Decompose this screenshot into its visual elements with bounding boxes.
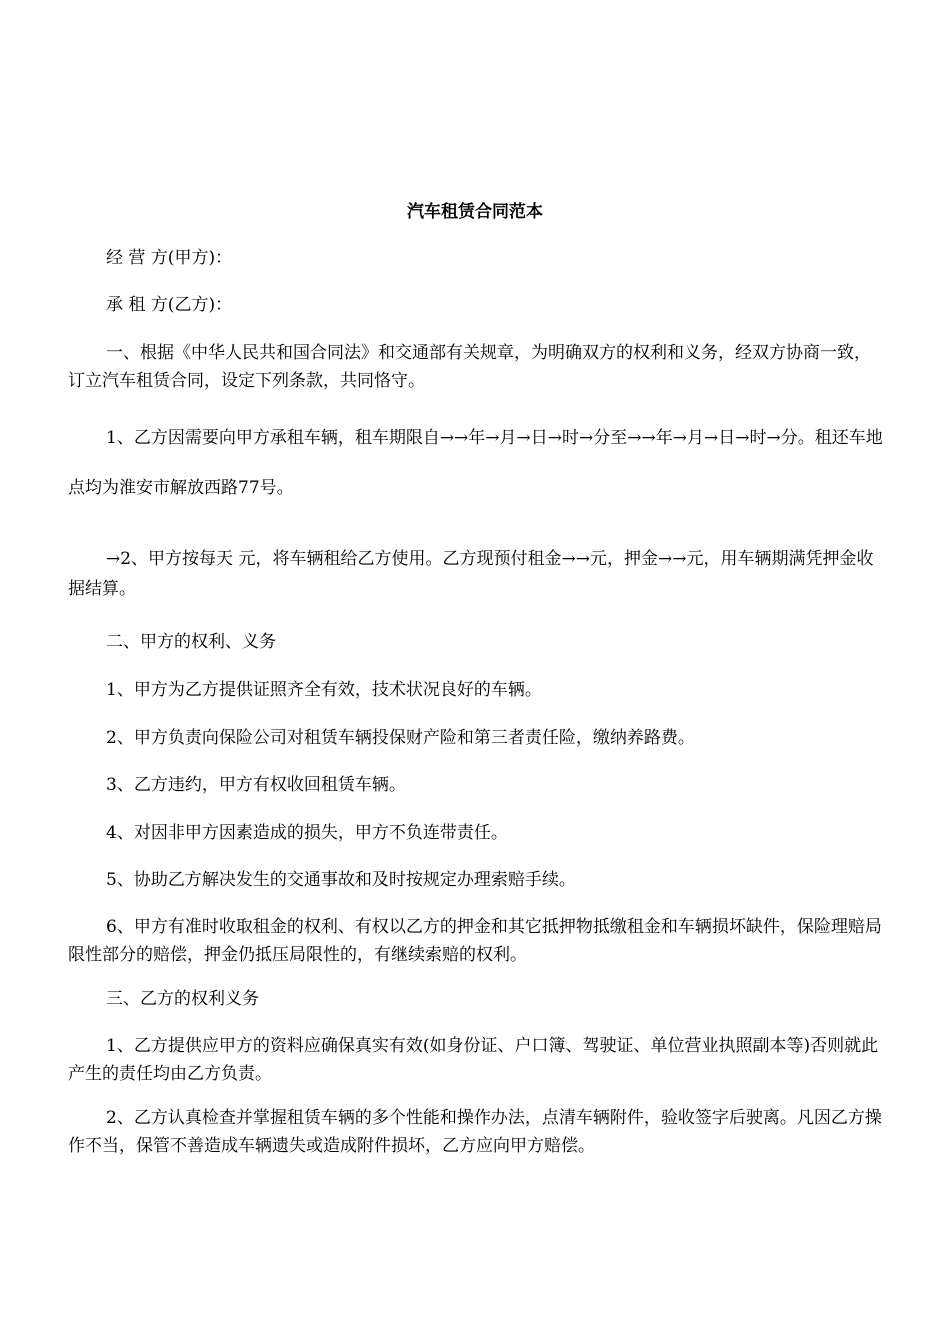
- clause-1-payment: →2、甲方按每天 元，将车辆租给乙方使用。乙方现预付租金→→元，押金→→元，用车辆期满凭押金收据结算。: [68, 549, 874, 599]
- section-3-item-2: 2、乙方认真检查并掌握租赁车辆的多个性能和操作办法，点清车辆附件，验收签字后驶离。凡因乙方操作不当，保管不善造成车辆遗失或造成附件损坏，乙方应向甲方赔偿。: [68, 1108, 882, 1156]
- party-b-line: 承 租 方(乙方)：: [106, 295, 233, 315]
- section-2-item-6: 6、甲方有准时收取租金的权利、有权以乙方的押金和其它抵押物抵缴租金和车辆损坏缺件，保险理赔局限性部分的赔偿，押金仍抵压局限性的，有继续索赔的权利。: [68, 917, 882, 965]
- clause-1-term: 1、乙方因需要向甲方承租车辆，租车期限自→→年→月→日→时→分至→→年→月→日→时→分。租还车地点均为淮安市解放西路77号。: [68, 428, 883, 498]
- party-a-line: 经 营 方(甲方)：: [106, 248, 233, 268]
- section-3-item-1: 1、乙方提供应甲方的资料应确保真实有效(如身份证、户口簿、驾驶证、单位营业执照副本等)否则就此产生的责任均由乙方负责。: [68, 1036, 879, 1084]
- section-2-item-5: 5、协助乙方解决发生的交通事故和及时按规定办理索赔手续。: [106, 870, 576, 890]
- document-title: 汽车租赁合同范本: [407, 202, 543, 222]
- section-2-item-3: 3、乙方违约，甲方有权收回租赁车辆。: [106, 775, 406, 795]
- section-2-item-2: 2、甲方负责向保险公司对租赁车辆投保财产险和第三者责任险，缴纳养路费。: [106, 728, 695, 748]
- section-2-heading: 二、甲方的权利、义务: [106, 632, 276, 652]
- clause-1-intro: 一、根据《中华人民共和国合同法》和交通部有关规章，为明确双方的权利和义务，经双方协商一致，订立汽车租赁合同，设定下列条款，共同恪守。: [68, 343, 871, 391]
- section-2-item-1: 1、甲方为乙方提供证照齐全有效，技术状况良好的车辆。: [106, 680, 542, 700]
- section-3-heading: 三、乙方的权利义务: [106, 989, 259, 1009]
- section-2-item-4: 4、对因非甲方因素造成的损失，甲方不负连带责任。: [106, 823, 508, 843]
